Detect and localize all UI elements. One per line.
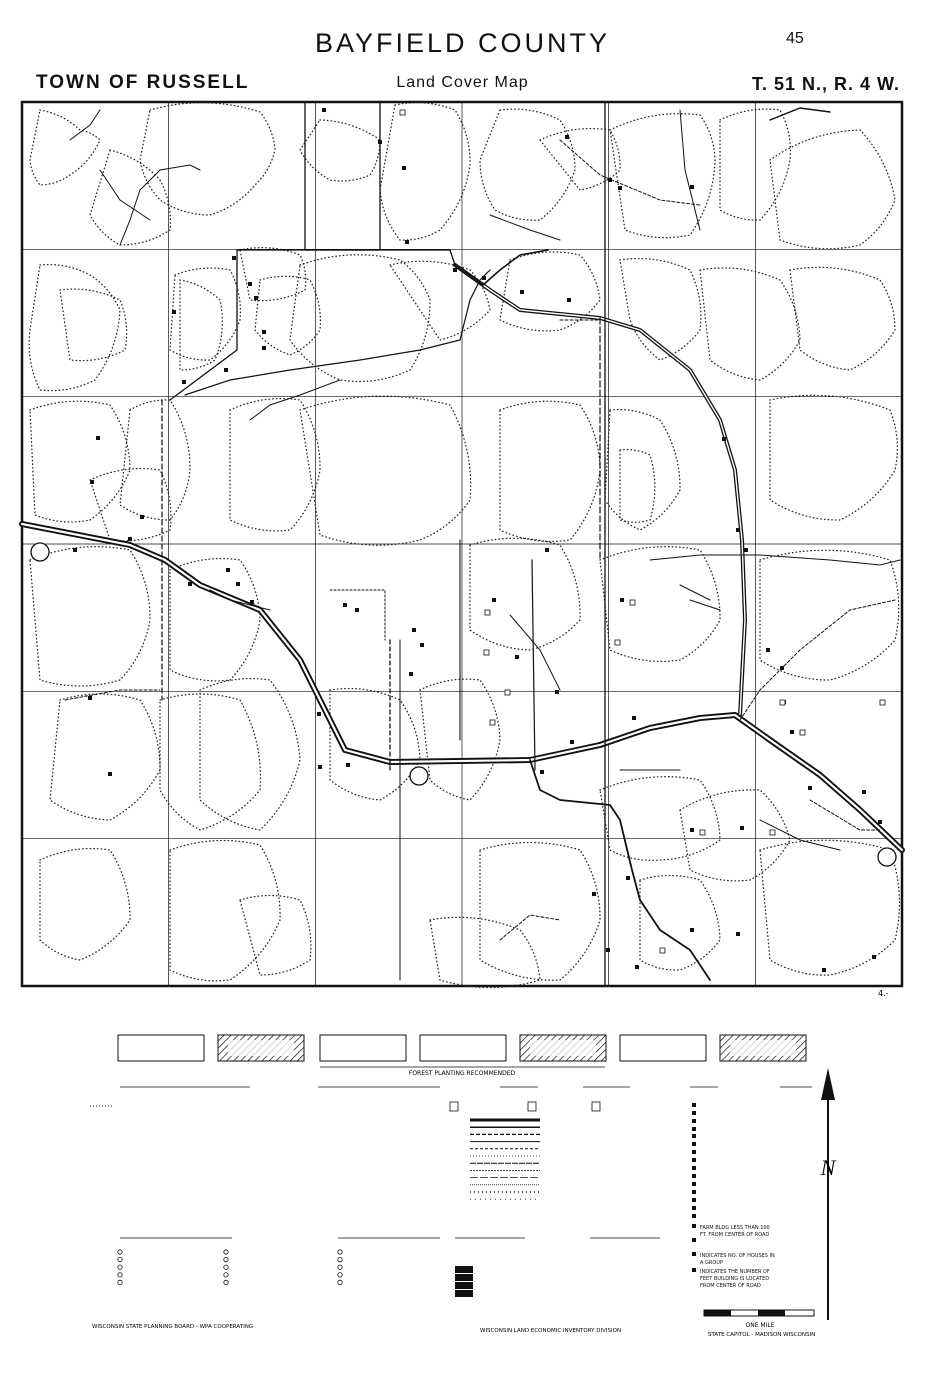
cover-boundary: [300, 396, 471, 545]
improvement-symbol: [692, 1182, 696, 1186]
occupied-house: [736, 932, 740, 936]
improvement-symbol: [692, 1238, 696, 1242]
misc-symbol: [224, 1257, 228, 1261]
map-subtitle: Land Cover Map: [396, 74, 529, 91]
vacant-house: [615, 640, 620, 645]
vacant-house: [490, 720, 495, 725]
vacant-house: [770, 830, 775, 835]
cover-boundary: [760, 550, 899, 680]
occupied-house: [872, 955, 876, 959]
vacant-house: [484, 650, 489, 655]
occupied-house: [618, 186, 622, 190]
occupied-house: [740, 826, 744, 830]
occupied-house: [722, 437, 726, 441]
legend-box: [118, 1035, 204, 1061]
north-arrow: [820, 1068, 837, 1320]
footnote-mark: 4.-: [878, 989, 889, 998]
stream: [250, 380, 340, 420]
stream: [100, 170, 150, 220]
occupied-house: [412, 628, 416, 632]
cover-boundary: [60, 289, 127, 361]
stream: [680, 585, 720, 610]
trail: [500, 915, 560, 940]
improvement-symbol: [692, 1252, 696, 1256]
misc-symbol: [224, 1280, 228, 1284]
cover-boundary: [170, 841, 280, 981]
occupied-house: [632, 716, 636, 720]
improvement-label: FARM BLDG LESS THAN 100 FT. FROM CENTER OF ROAD: [700, 1225, 770, 1238]
misc-symbol: [224, 1273, 228, 1277]
footer-center: WISCONSIN LAND ECONOMIC INVENTORY DIVISION: [480, 1328, 622, 1334]
cover-boundary: [290, 255, 430, 382]
occupied-house: [182, 380, 186, 384]
improvement-label: INDICATES THE NUMBER OF FEET BUILDING IS LOCATED FROM CENTER OF ROAD: [700, 1269, 770, 1289]
occupied-house: [73, 548, 77, 552]
occupied-house: [172, 310, 176, 314]
occupied-house: [482, 276, 486, 280]
cover-boundary: [230, 399, 320, 531]
highway-marker: [878, 848, 896, 866]
trail: [740, 600, 895, 720]
occupied-house: [232, 256, 236, 260]
cover-boundary: [500, 252, 600, 331]
improvement-symbol: [692, 1268, 696, 1272]
occupied-house: [318, 765, 322, 769]
town-name: TOWN OF RUSSELL: [36, 72, 250, 93]
stream: [650, 555, 900, 565]
cover-boundary: [605, 410, 680, 530]
cover-boundary: [640, 876, 720, 971]
occupied-house: [250, 600, 254, 604]
stream: [510, 615, 560, 690]
occupied-house: [317, 712, 321, 716]
occupied-house: [88, 696, 92, 700]
occupied-house: [608, 178, 612, 182]
township-range: T. 51 N., R. 4 W.: [752, 74, 901, 94]
scale-bar: [704, 1310, 814, 1329]
occupied-house: [322, 108, 326, 112]
cover-boundary: [500, 401, 600, 541]
improvement-symbol: [692, 1224, 696, 1228]
legend-box: [420, 1035, 506, 1061]
misc-symbol: [338, 1250, 342, 1254]
occupied-house: [108, 772, 112, 776]
misc-symbol: [118, 1250, 122, 1254]
occupied-house: [606, 948, 610, 952]
cover-boundary: [30, 547, 150, 686]
misc-symbol: [338, 1280, 342, 1284]
occupied-house: [540, 770, 544, 774]
improvement-symbol: [692, 1206, 696, 1210]
misc-symbol: [338, 1265, 342, 1269]
cover-boundaries: [29, 103, 899, 988]
cover-boundary: [50, 694, 160, 820]
map-title: BAYFIELD COUNTY: [314, 28, 611, 58]
stream: [120, 165, 200, 245]
cover-boundary: [30, 401, 130, 522]
occupied-house: [355, 608, 359, 612]
improvement-symbol: [692, 1127, 696, 1131]
occupied-house: [744, 548, 748, 552]
local-road: [237, 250, 455, 265]
occupied-house: [766, 648, 770, 652]
occupied-house: [492, 598, 496, 602]
local-road: [532, 560, 535, 770]
density-sample: [455, 1290, 473, 1297]
cover-boundary: [30, 110, 100, 185]
local-road: [530, 760, 710, 980]
occupied-house: [780, 666, 784, 670]
occupied-house: [409, 672, 413, 676]
vacant-house: [700, 830, 705, 835]
highway-marker: [410, 767, 428, 785]
occupied-house: [592, 892, 596, 896]
occupied-house: [236, 582, 240, 586]
occupied-house: [515, 655, 519, 659]
occupied-house: [565, 135, 569, 139]
vacant-house: [400, 110, 405, 115]
occupied-house: [96, 436, 100, 440]
cover-boundary: [620, 450, 655, 523]
occupied-house: [378, 140, 382, 144]
occupied-house: [520, 290, 524, 294]
vacant-house: [630, 600, 635, 605]
cover-boundary: [29, 265, 120, 391]
improvement-symbol: [692, 1174, 696, 1178]
occupied-house: [570, 740, 574, 744]
misc-symbol: [118, 1257, 122, 1261]
occupied-house: [140, 515, 144, 519]
occupied-house: [635, 965, 639, 969]
stream: [680, 110, 700, 230]
cover-boundary: [160, 694, 260, 830]
cover-boundary: [170, 559, 260, 681]
occupied-house: [555, 690, 559, 694]
improvement-symbol: [692, 1142, 696, 1146]
cover-boundary: [90, 469, 171, 541]
buildings-layer: [73, 108, 885, 972]
density-sample: [455, 1282, 473, 1289]
highway-shield-icon: [528, 1102, 536, 1111]
occupied-house: [453, 268, 457, 272]
highway-shield-icon: [592, 1102, 600, 1111]
improvement-symbol: [692, 1119, 696, 1123]
occupied-house: [420, 643, 424, 647]
misc-symbol: [224, 1265, 228, 1269]
occupied-house: [254, 296, 258, 300]
highway-shield-icon: [450, 1102, 458, 1111]
legend-box: [620, 1035, 706, 1061]
density-sample: [455, 1274, 473, 1281]
cover-boundary: [120, 400, 190, 520]
legend-text: [90, 1087, 812, 1297]
cover-boundary: [610, 114, 715, 238]
legend-box-label-bg: [228, 1040, 294, 1056]
cover-boundary: [180, 280, 222, 370]
vacant-house: [505, 690, 510, 695]
occupied-house: [248, 282, 252, 286]
occupied-house: [808, 786, 812, 790]
misc-symbol: [118, 1273, 122, 1277]
occupied-house: [402, 166, 406, 170]
legend-box-label-bg: [730, 1040, 796, 1056]
occupied-house: [262, 330, 266, 334]
occupied-house: [346, 763, 350, 767]
stream: [770, 108, 830, 120]
vacant-house: [485, 610, 490, 615]
occupied-house: [226, 568, 230, 572]
misc-symbol: [338, 1273, 342, 1277]
occupied-house: [690, 828, 694, 832]
improvement-symbol: [692, 1103, 696, 1107]
occupied-house: [690, 185, 694, 189]
improvement-symbol: [692, 1166, 696, 1170]
cover-boundary: [480, 109, 575, 220]
density-sample: [455, 1266, 473, 1273]
cover-boundary: [255, 276, 320, 355]
occupied-house: [188, 582, 192, 586]
stream: [490, 215, 560, 240]
cover-boundary: [390, 261, 490, 340]
occupied-house: [736, 528, 740, 532]
cover-boundary: [700, 268, 800, 380]
occupied-house: [878, 820, 882, 824]
local-road: [305, 102, 380, 250]
footer-right: STATE CAPITOL - MADISON WISCONSIN: [708, 1332, 816, 1338]
occupied-house: [90, 480, 94, 484]
occupied-house: [822, 968, 826, 972]
occupied-house: [405, 240, 409, 244]
local-road: [455, 250, 548, 285]
vacant-house: [780, 700, 785, 705]
cover-boundary: [480, 843, 600, 981]
improvement-symbol: [692, 1134, 696, 1138]
cover-boundary: [380, 103, 470, 240]
improvement-symbol: [692, 1111, 696, 1115]
legend-box: [320, 1035, 406, 1061]
cover-boundary: [790, 267, 895, 370]
trail: [330, 590, 385, 640]
misc-symbol: [118, 1280, 122, 1284]
cover-boundary: [40, 849, 130, 960]
occupied-house: [567, 298, 571, 302]
vacant-house: [800, 730, 805, 735]
occupied-house: [790, 730, 794, 734]
misc-symbol: [118, 1265, 122, 1269]
improvement-symbol: [692, 1158, 696, 1162]
occupied-house: [128, 537, 132, 541]
occupied-house: [620, 598, 624, 602]
improvement-label: INDICATES NO. OF HOUSES IN A GROUP: [700, 1253, 775, 1266]
improvement-symbol: [692, 1198, 696, 1202]
improvement-symbol: [692, 1150, 696, 1154]
forest-planting-label: FOREST PLANTING RECOMMENDED: [408, 1070, 516, 1077]
misc-symbol: [338, 1257, 342, 1261]
improvement-symbol: [692, 1214, 696, 1218]
highway-markers: [31, 543, 896, 866]
misc-symbol: [224, 1250, 228, 1254]
occupied-house: [343, 603, 347, 607]
vacant-house: [660, 948, 665, 953]
occupied-house: [545, 548, 549, 552]
cover-boundary: [770, 395, 897, 520]
section-grid: [22, 102, 902, 986]
north-label: N: [820, 1155, 836, 1180]
occupied-house: [262, 346, 266, 350]
vacant-house: [880, 700, 885, 705]
cover-boundary: [300, 120, 380, 181]
occupied-house: [862, 790, 866, 794]
cover-boundary: [770, 130, 895, 249]
improvement-symbol: [692, 1190, 696, 1194]
occupied-house: [224, 368, 228, 372]
cover-boundary: [200, 679, 300, 830]
scale-label: ONE MILE: [745, 1322, 775, 1329]
footer-left: WISCONSIN STATE PLANNING BOARD - WPA COOPERATING: [92, 1324, 254, 1330]
legend-boxes: [118, 1035, 806, 1067]
stream: [185, 270, 490, 395]
cover-boundary: [90, 150, 170, 245]
occupied-house: [690, 928, 694, 932]
highway-marker: [31, 543, 49, 561]
cover-boundary: [140, 103, 275, 215]
trail: [560, 140, 700, 205]
occupied-house: [626, 876, 630, 880]
legend-box-label-bg: [530, 1040, 596, 1056]
page-number: 45: [786, 30, 804, 47]
